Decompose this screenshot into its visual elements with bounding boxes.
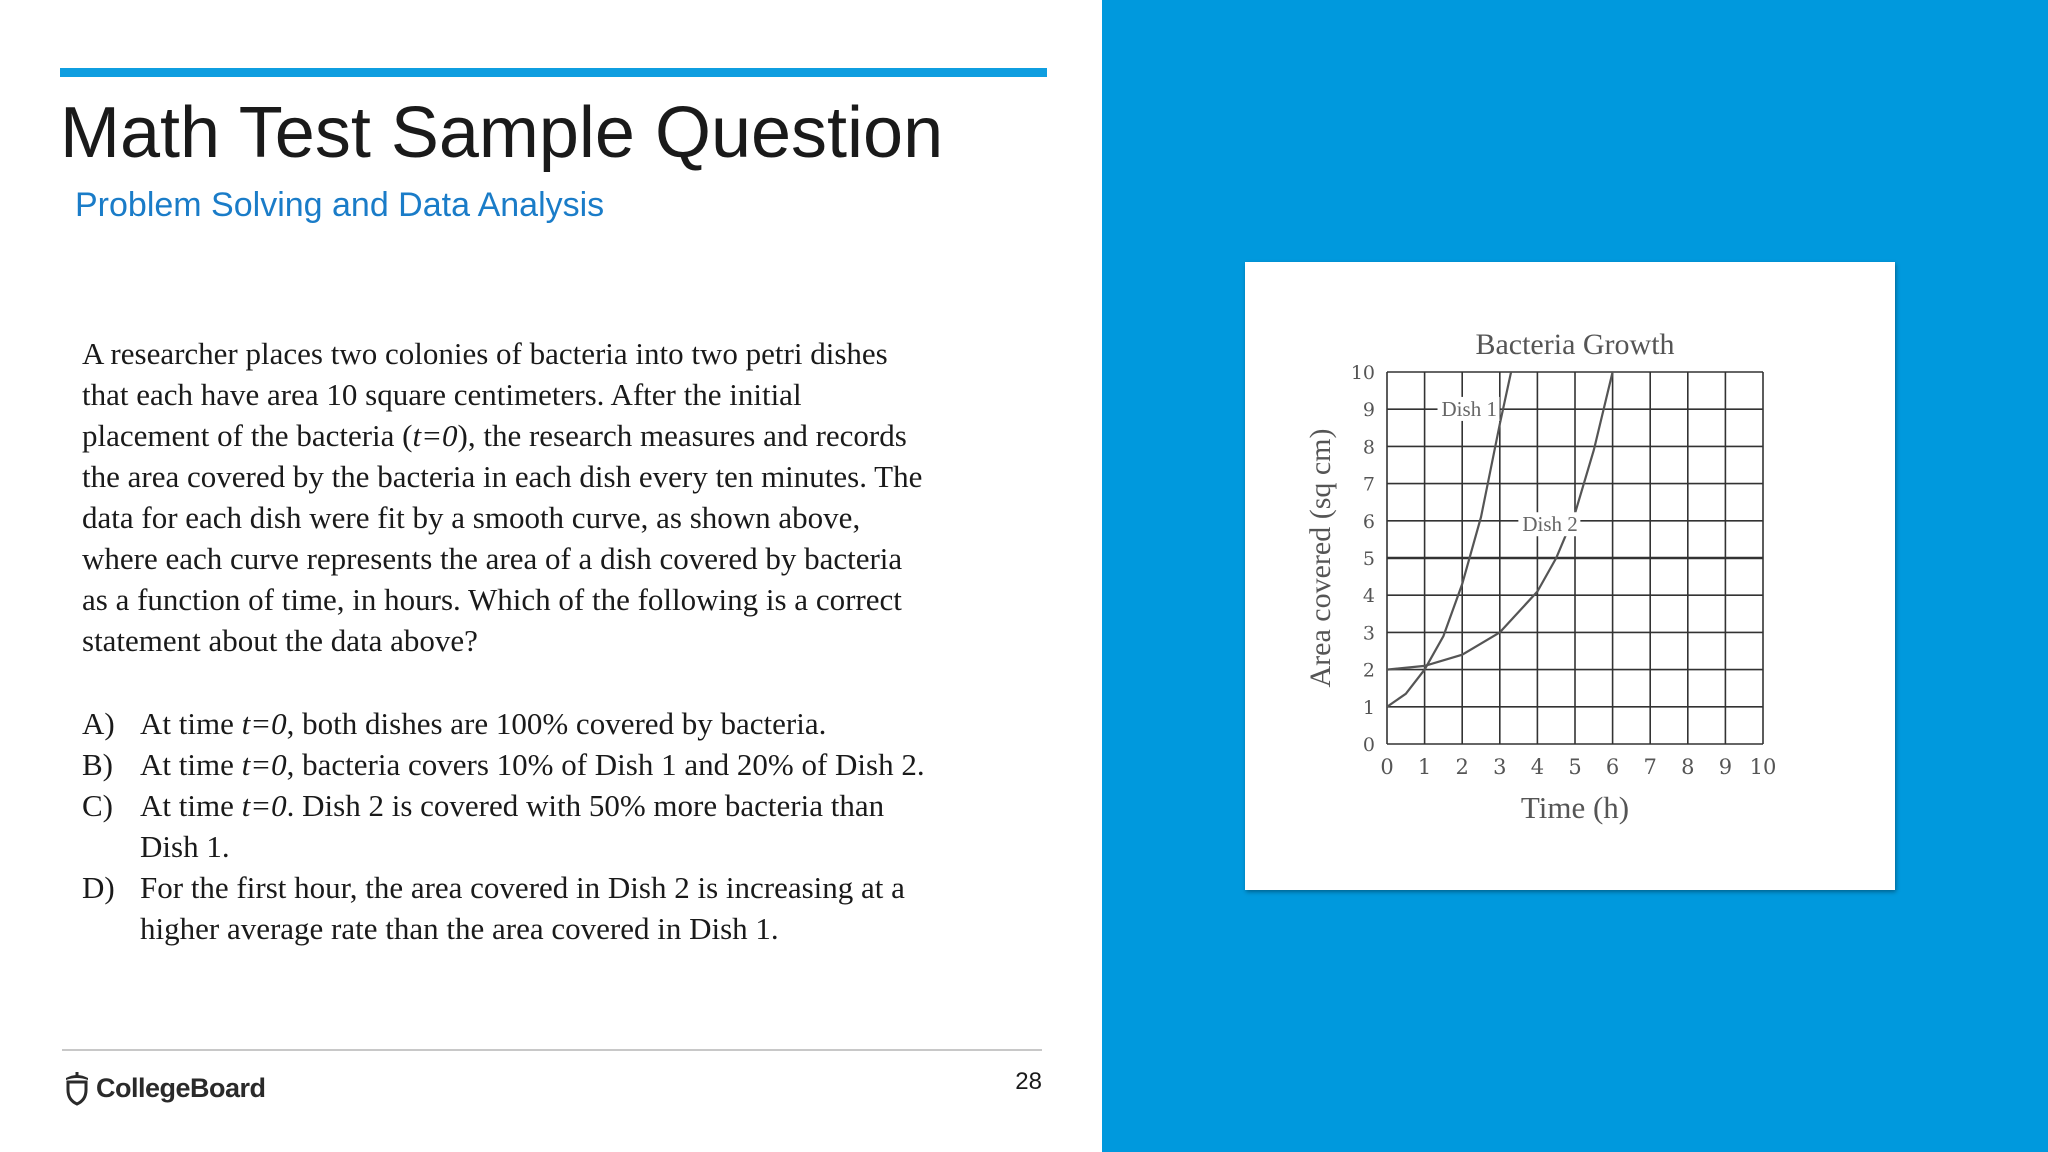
question-line: the area covered by the bacteria in each dish every ten minutes. The [82, 459, 923, 494]
question-line: placement of the bacteria (t=0), the research measures and records [82, 418, 907, 453]
choice-b [82, 744, 1042, 785]
choice-text: At time t=0, bacteria covers 10% of Dish 1 and 20% of Dish 2. [140, 747, 925, 782]
question-line: as a function of time, in hours. Which of the following is a correct [82, 582, 902, 617]
x-tick-label: 2 [1455, 755, 1469, 779]
slide-subtitle: Problem Solving and Data Analysis [75, 186, 605, 224]
y-tick-label: 3 [1362, 622, 1375, 645]
y-axis-label: Area covered (sq cm) [1304, 428, 1337, 688]
acorn-icon [62, 1070, 92, 1106]
x-tick-label: 3 [1493, 755, 1507, 779]
question-line: that each have area 10 square centimeters. After the initial [82, 377, 802, 412]
choice-d [82, 867, 1042, 949]
page-number: 28 [1015, 1068, 1042, 1095]
x-tick-label: 1 [1417, 755, 1432, 779]
y-tick-label: 7 [1362, 473, 1375, 496]
y-tick-label: 6 [1362, 510, 1375, 533]
choice-text: At time t=0, both dishes are 100% covered by bacteria. [140, 706, 827, 741]
chart-title: Bacteria Growth [1475, 328, 1675, 361]
accent-bar [60, 68, 1047, 77]
x-tick-label: 0 [1380, 755, 1394, 779]
x-tick-label: 9 [1718, 755, 1733, 779]
answer-choices [82, 703, 1042, 949]
x-tick-label: 7 [1643, 755, 1657, 779]
x-tick-label: 8 [1681, 755, 1695, 779]
logo-text: CollegeBoard [96, 1072, 266, 1103]
y-tick-label: 2 [1362, 659, 1375, 682]
question-text [82, 333, 1042, 661]
question-line: statement about the data above? [82, 623, 478, 658]
series-label: Dish 2 [1522, 512, 1578, 537]
y-tick-label: 8 [1362, 436, 1375, 459]
choice-text: Dish 1. [140, 829, 230, 864]
series-label: Dish 1 [1441, 396, 1497, 421]
slide-title: Math Test Sample Question [60, 93, 944, 173]
y-tick-label: 10 [1350, 362, 1375, 384]
y-tick-label: 1 [1362, 696, 1375, 719]
question-line: data for each dish were fit by a smooth curve, as shown above, [82, 500, 861, 535]
choice-letter: D) [82, 870, 115, 905]
choice-letter: A) [82, 706, 115, 741]
series-line [1387, 372, 1511, 707]
question-line: where each curve represents the area of a dish covered by bacteria [82, 541, 903, 576]
x-tick-label: 5 [1568, 755, 1582, 779]
choice-letter: B) [82, 747, 113, 782]
x-tick-label: 4 [1530, 755, 1545, 779]
y-tick-label: 0 [1362, 734, 1375, 756]
x-tick-label: 6 [1605, 755, 1620, 779]
choice-text: For the first hour, the area covered in Dish 2 is increasing at a [140, 870, 905, 905]
bacteria-growth-chart [1245, 262, 1895, 890]
collegeboard-logo [62, 1068, 266, 1108]
y-tick-label: 5 [1362, 548, 1375, 570]
choice-letter: C) [82, 788, 113, 823]
chart-figure [1245, 262, 1895, 890]
question-line: A researcher places two colonies of bacteria into two petri dishes [82, 336, 888, 371]
choice-text: higher average rate than the area covered in Dish 1. [140, 911, 779, 946]
x-tick-label: 10 [1749, 755, 1777, 779]
choice-c [82, 785, 1042, 867]
footer-divider [62, 1049, 1042, 1051]
y-tick-label: 9 [1362, 399, 1375, 422]
x-axis-label: Time (h) [1520, 790, 1630, 825]
choice-text: At time t=0. Dish 2 is covered with 50% more bacteria than [140, 788, 885, 823]
y-tick-label: 4 [1362, 585, 1375, 608]
choice-a [82, 703, 1042, 744]
